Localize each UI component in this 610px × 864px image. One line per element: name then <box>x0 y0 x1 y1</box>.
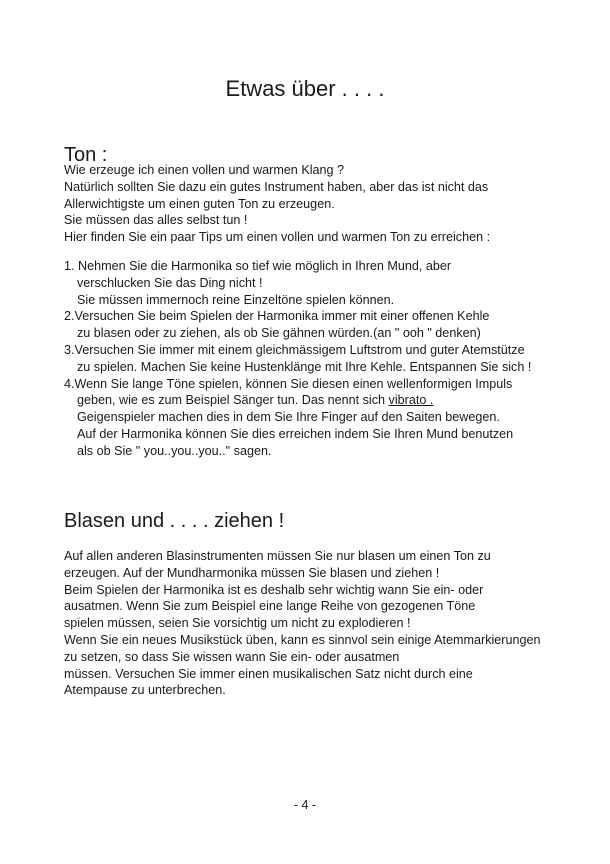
text-line: Sie müssen das alles selbst tun ! <box>64 213 248 228</box>
list-item-1-line: verschlucken Sie das Ding nicht ! <box>77 275 263 290</box>
ton-intro <box>64 162 584 246</box>
text-line: müssen. Versuchen Sie immer einen musikalischen Satz nicht durch eine <box>64 666 473 681</box>
text-line: Wie erzeuge ich einen vollen und warmen Klang ? <box>64 163 345 177</box>
text-line: Beim Spielen der Harmonika ist es deshalb sehr wichtig wann Sie ein- oder <box>64 582 484 597</box>
section-heading-blasen: Blasen und . . . . ziehen ! <box>64 510 285 532</box>
list-item-2-line: zu blasen oder zu ziehen, als ob Sie gähnen würden.(an " ooh " denken) <box>77 326 481 341</box>
list-item-1-line: 1. Nehmen Sie die Harmonika so tief wie möglich in Ihren Mund, aber <box>64 259 452 273</box>
page-title: Etwas über . . . . <box>225 76 385 101</box>
text-line: Hier finden Sie ein paar Tips um einen vollen und warmen Ton zu erreichen : <box>64 230 491 245</box>
vibrato-term: vibrato . <box>388 393 434 408</box>
tips-list <box>64 258 584 460</box>
text: geben, wie es zum Beispiel Sänger tun. Das nennt sich <box>77 393 389 408</box>
text-line: zu setzen, so dass Sie wissen wann Sie ein- oder ausatmen <box>64 649 400 664</box>
list-item-2-line: 2.Versuchen Sie beim Spielen der Harmonika immer mit einer offenen Kehle <box>64 309 490 324</box>
text-line: ausatmen. Wenn Sie zum Beispiel eine lange Reihe von gezogenen Töne <box>64 599 476 614</box>
text-line: Atempause zu unterbrechen. <box>64 683 226 698</box>
list-item-4-line <box>64 392 584 409</box>
text-line: Allerwichtigste um einen guten Ton zu erzeugen. <box>64 196 335 211</box>
list-item-4-line: 4.Wenn Sie lange Töne spielen, können Sie diesen einen wellenformigen Impuls <box>64 376 513 391</box>
list-item-3-line: zu spielen. Machen Sie keine Hustenklänge mit Ihre Kehle. Entspannen Sie sich ! <box>77 359 532 374</box>
text-line: Wenn Sie ein neues Musikstück üben, kann es sinnvol sein einige Atemmarkierungen <box>64 632 541 647</box>
text-line: Natürlich sollten Sie dazu ein gutes Instrument haben, aber das ist nicht das <box>64 179 489 194</box>
blasen-text <box>64 548 584 699</box>
list-item-4-line: Geigenspieler machen dies in dem Sie Ihre Finger auf den Saiten bewegen. <box>77 410 500 425</box>
list-item-3-line: 3.Versuchen Sie immer mit einem gleichmässigem Luftstrom und guter Atemstütze <box>64 342 525 357</box>
text-line: erzeugen. Auf der Mundharmonika müssen Sie blasen und ziehen ! <box>64 565 440 580</box>
page-number: - 4 - <box>293 798 317 812</box>
text-line: Auf allen anderen Blasinstrumenten müssen Sie nur blasen um einen Ton zu <box>64 549 491 563</box>
list-item-4-line: als ob Sie " you..you..you.." sagen. <box>77 443 272 458</box>
section-heading-ton: Ton : <box>64 144 108 166</box>
list-item-4-line: Auf der Harmonika können Sie dies erreichen indem Sie Ihren Mund benutzen <box>77 426 514 441</box>
text-line: spielen müssen, seien Sie vorsichtig um nicht zu explodieren ! <box>64 616 411 631</box>
list-item-1-line: Sie müssen immernoch reine Einzeltöne spielen können. <box>77 292 395 307</box>
